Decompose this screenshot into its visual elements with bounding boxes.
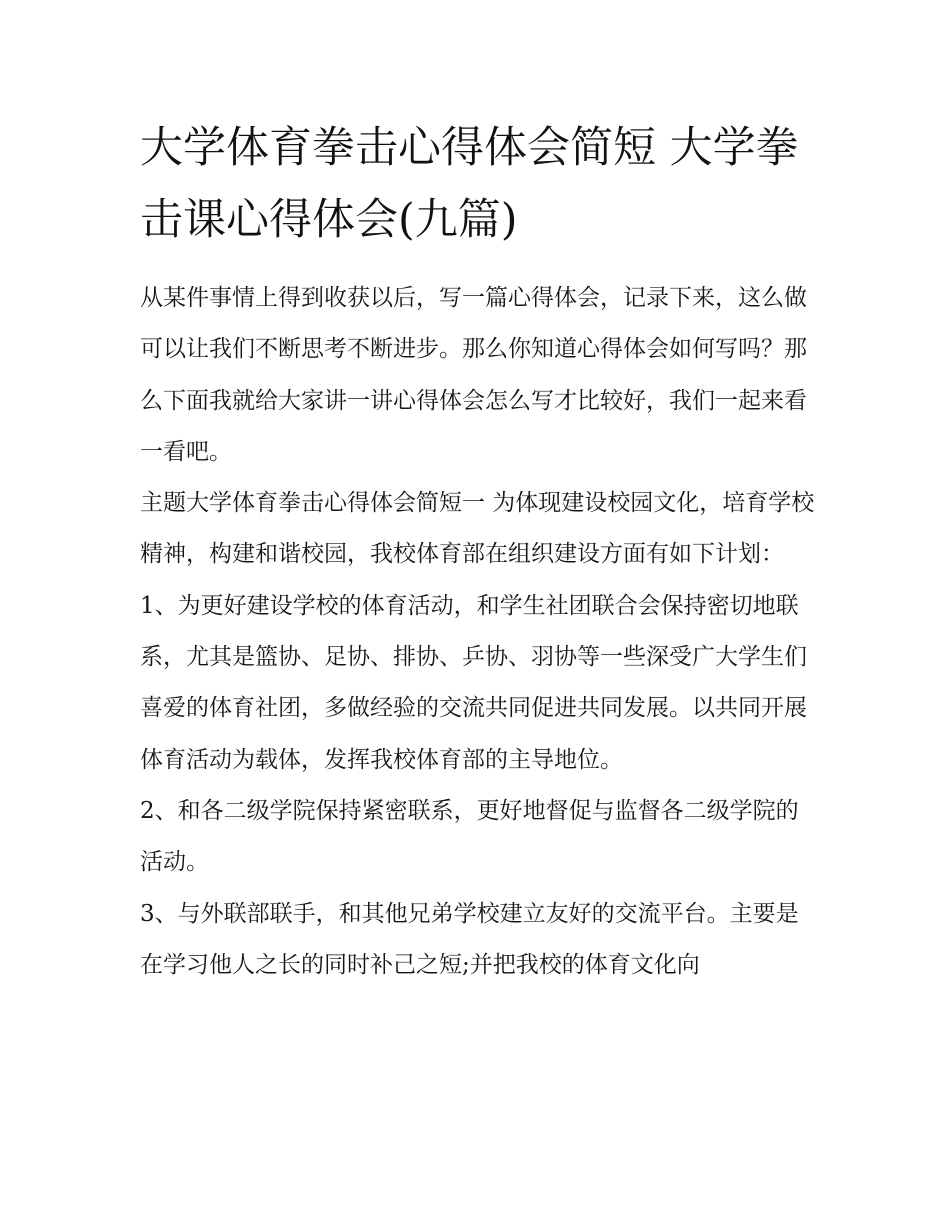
paragraph-intro: 从某件事情上得到收获以后，写一篇心得体会，记录下来，这么做可以让我们不断思考不断进步。那么你知道心得体会如何写吗？那么下面我就给大家讲一讲心得体会怎么写才比较好，我们一起来看一看吧。	[140, 285, 807, 465]
paragraph-theme: 主题大学体育拳击心得体会简短一 为体现建设校园文化，培育学校精神，构建和谐校园，我校体育部在组织建设方面有如下计划：	[140, 490, 815, 568]
paragraph-item-3: 3、与外联部联手，和其他兄弟学校建立友好的交流平台。主要是在学习他人之长的同时补己之短;并把我校的体育文化向	[140, 900, 799, 978]
paragraph-item-1: 1、为更好建设学校的体育活动，和学生社团联合会保持密切地联系，尤其是篮协、足协、排协、乒协、羽协等一些深受广大学生们喜爱的体育社团，多做经验的交流共同促进共同发展。以共同开展体育活动为载体，发挥我校体育部的主导地位。	[140, 592, 807, 773]
document-body	[140, 112, 820, 991]
paragraph-item-2: 2、和各二级学院保持紧密联系，更好地督促与监督各二级学院的活动。	[140, 797, 799, 876]
document-title: 大学体育拳击心得体会简短 大学拳击课心得体会(九篇)	[140, 123, 799, 245]
